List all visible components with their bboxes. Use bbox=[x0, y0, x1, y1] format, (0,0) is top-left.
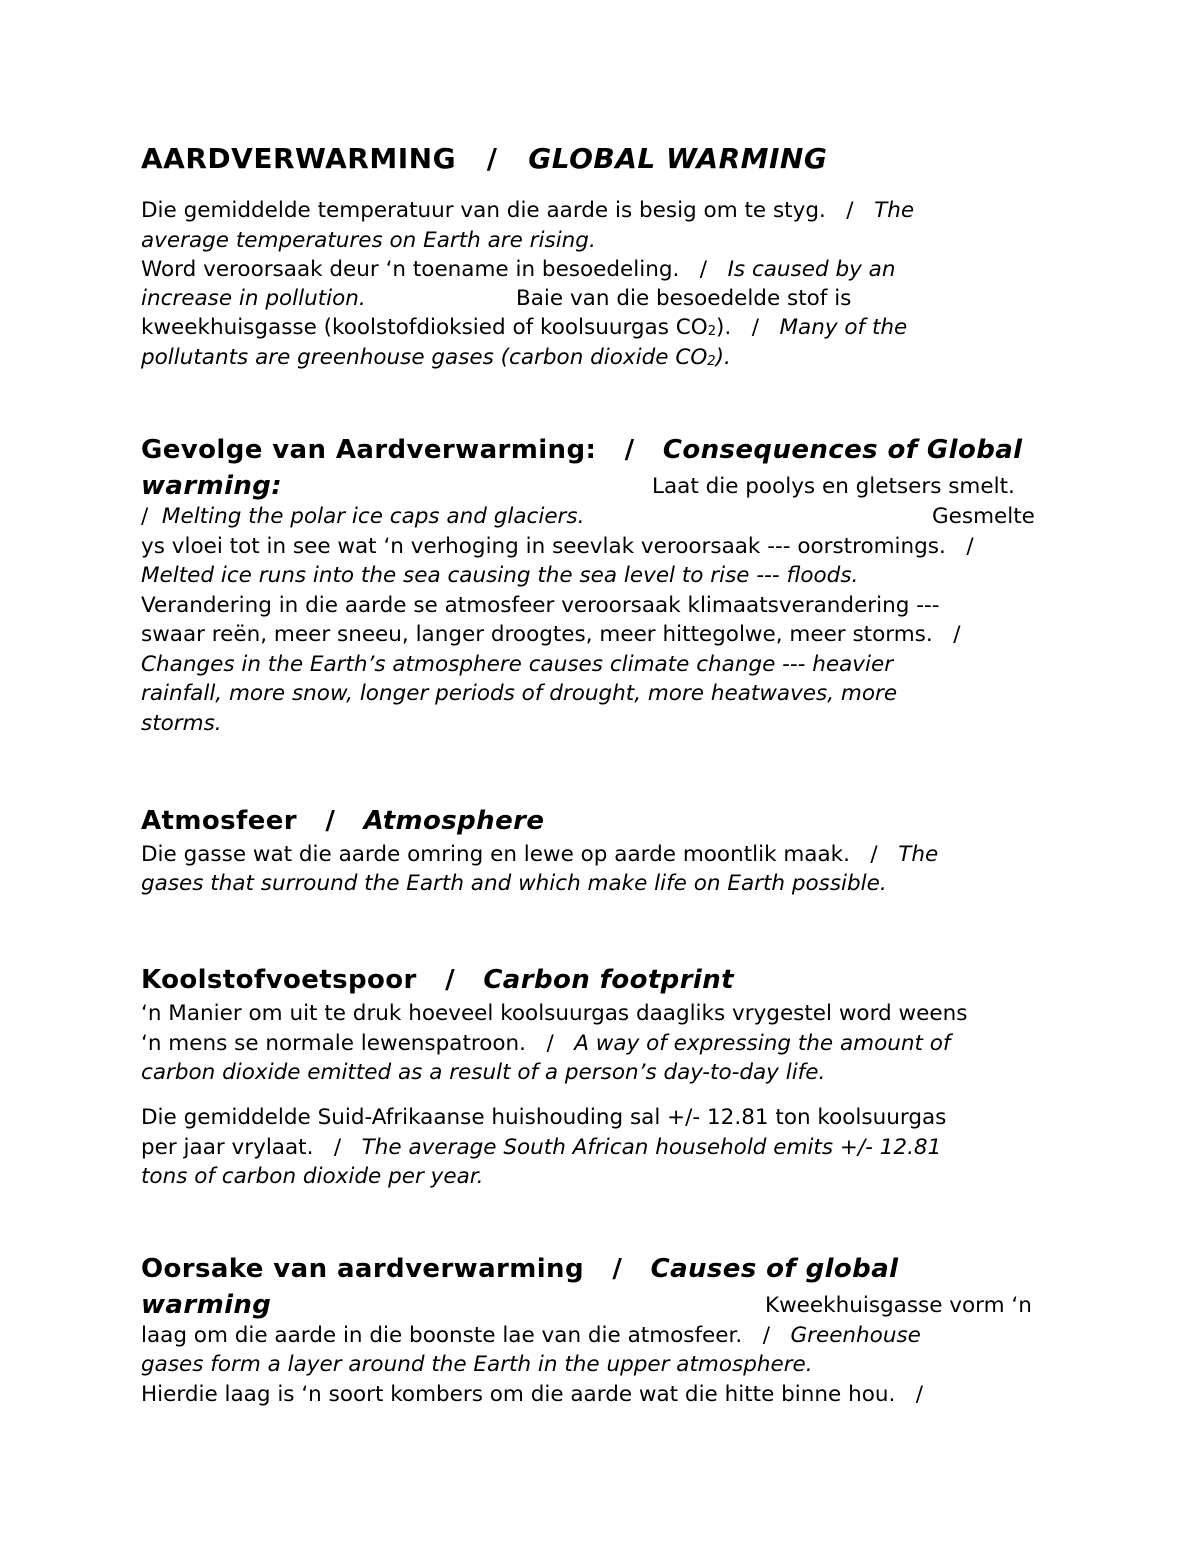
title-af: AARDVERWARMING bbox=[141, 142, 457, 175]
consequences-line-3: ys vloei tot in see wat ‘n verhoging in seevlak veroorsaak --- oorstromings. / bbox=[141, 534, 974, 559]
heading-af: Koolstofvoetspoor bbox=[141, 965, 417, 995]
intro-line-1 bbox=[141, 196, 914, 225]
consequences-line-5: Verandering in die aarde se atmosfeer veroorsaak klimaatsverandering --- bbox=[141, 593, 940, 618]
consequences-text-en: Melting the polar ice caps and glaciers. bbox=[161, 504, 585, 529]
intro-line-4: increase in pollution. bbox=[141, 286, 366, 311]
atmosphere-line-1 bbox=[141, 840, 938, 869]
consequences-line-7: Changes in the Earth’s atmosphere causes climate change --- heavier bbox=[141, 652, 894, 677]
intro-line-5 bbox=[141, 313, 907, 342]
intro-text-af: ). / bbox=[716, 315, 780, 340]
footprint-text-en: The average South African household emits +/- 12.81 bbox=[361, 1135, 942, 1160]
footprint-text-af: per jaar vrylaat. / bbox=[141, 1135, 362, 1160]
title-en: GLOBAL WARMING bbox=[528, 142, 828, 175]
separator: / bbox=[141, 504, 162, 529]
causes-heading-cont: warming bbox=[141, 1290, 272, 1320]
heading-en: Carbon footprint bbox=[483, 965, 734, 995]
intro-text-en: ). bbox=[715, 345, 731, 370]
causes-text-en: Greenhouse bbox=[790, 1323, 921, 1348]
consequences-line-1: Laat die poolys en gletsers smelt. bbox=[652, 474, 1015, 499]
heading-af: Oorsake van aardverwarming bbox=[141, 1254, 584, 1284]
heading-af: Gevolge van Aardverwarming: bbox=[141, 435, 597, 465]
intro-text-af: Die gemiddelde temperatuur van die aarde is besig om te styg. / bbox=[141, 198, 875, 223]
causes-line-1: Kweekhuisgasse vorm ‘n bbox=[765, 1293, 1032, 1318]
heading-en: Consequences of Global bbox=[662, 435, 1023, 465]
intro-line-2: average temperatures on Earth are rising. bbox=[141, 228, 596, 253]
consequences-line-6: swaar reën, meer sneeu, langer droogtes, meer hittegolwe, meer storms. / bbox=[141, 622, 961, 647]
consequences-line-2-af: Gesmelte bbox=[932, 504, 1035, 529]
footprint-line-1: ‘n Manier om uit te druk hoeveel koolsuurgas daagliks vrygestel word weens bbox=[141, 1001, 968, 1026]
causes-line-3: gases form a layer around the Earth in the upper atmosphere. bbox=[141, 1352, 813, 1377]
footprint-text-af: ‘n mens se normale lewenspatroon. / bbox=[141, 1031, 575, 1056]
intro-text-af: kweekhuisgasse (koolstofdioksied of koolsuurgas CO bbox=[141, 315, 708, 340]
intro-text-en: Many of the bbox=[779, 315, 908, 340]
intro-text-en: Is caused by an bbox=[727, 257, 896, 282]
consequences-heading-cont: warming: bbox=[141, 471, 283, 501]
footprint-line-6: tons of carbon dioxide per year. bbox=[141, 1164, 484, 1189]
subscript: 2 bbox=[707, 354, 716, 369]
intro-text-en: pollutants are greenhouse gases (carbon dioxide CO bbox=[141, 345, 708, 370]
heading-separator: / bbox=[583, 1254, 651, 1284]
footprint-line-5 bbox=[141, 1133, 941, 1162]
consequences-line-2 bbox=[141, 502, 584, 531]
intro-line-4-af: Baie van die besoedelde stof is bbox=[516, 286, 852, 311]
consequences-line-4: Melted ice runs into the sea causing the sea level to rise --- floods. bbox=[141, 563, 859, 588]
intro-text-en: The bbox=[874, 198, 915, 223]
intro-text-af: Word veroorsaak deur ‘n toename in besoedeling. / bbox=[141, 257, 728, 282]
heading-af: Atmosfeer bbox=[141, 806, 297, 836]
footprint-line-2 bbox=[141, 1029, 950, 1058]
heading-en: Causes of global bbox=[650, 1254, 899, 1284]
causes-line-4: Hierdie laag is ‘n soort kombers om die aarde wat die hitte binne hou. / bbox=[141, 1382, 924, 1407]
footprint-text-en: A way of expressing the amount of bbox=[574, 1031, 951, 1056]
consequences-line-9: storms. bbox=[141, 711, 222, 736]
title-separator: / bbox=[456, 142, 529, 175]
atmosphere-text-af: Die gasse wat die aarde omring en lewe op aarde moontlik maak. / bbox=[141, 842, 899, 867]
intro-line-6 bbox=[141, 343, 731, 372]
causes-text-af: laag om die aarde in die boonste lae van die atmosfeer. / bbox=[141, 1323, 791, 1348]
causes-line-2 bbox=[141, 1321, 921, 1350]
heading-separator: / bbox=[416, 965, 484, 995]
consequences-line-8: rainfall, more snow, longer periods of drought, more heatwaves, more bbox=[141, 681, 898, 706]
atmosphere-line-2: gases that surround the Earth and which make life on Earth possible. bbox=[141, 871, 887, 896]
atmosphere-text-en: The bbox=[898, 842, 939, 867]
footprint-line-4: Die gemiddelde Suid-Afrikaanse huishouding sal +/- 12.81 ton koolsuurgas bbox=[141, 1105, 947, 1130]
heading-separator: / bbox=[596, 435, 663, 465]
consequences-heading bbox=[141, 434, 1023, 466]
heading-en: Atmosphere bbox=[363, 806, 545, 836]
footprint-line-3: carbon dioxide emitted as a result of a person’s day-to-day life. bbox=[141, 1060, 826, 1085]
intro-line-3 bbox=[141, 255, 895, 284]
subscript: 2 bbox=[707, 324, 716, 339]
atmosphere-heading bbox=[141, 805, 544, 837]
page-title bbox=[141, 142, 827, 176]
footprint-heading bbox=[141, 964, 734, 996]
causes-heading bbox=[141, 1253, 898, 1285]
heading-separator: / bbox=[296, 806, 364, 836]
